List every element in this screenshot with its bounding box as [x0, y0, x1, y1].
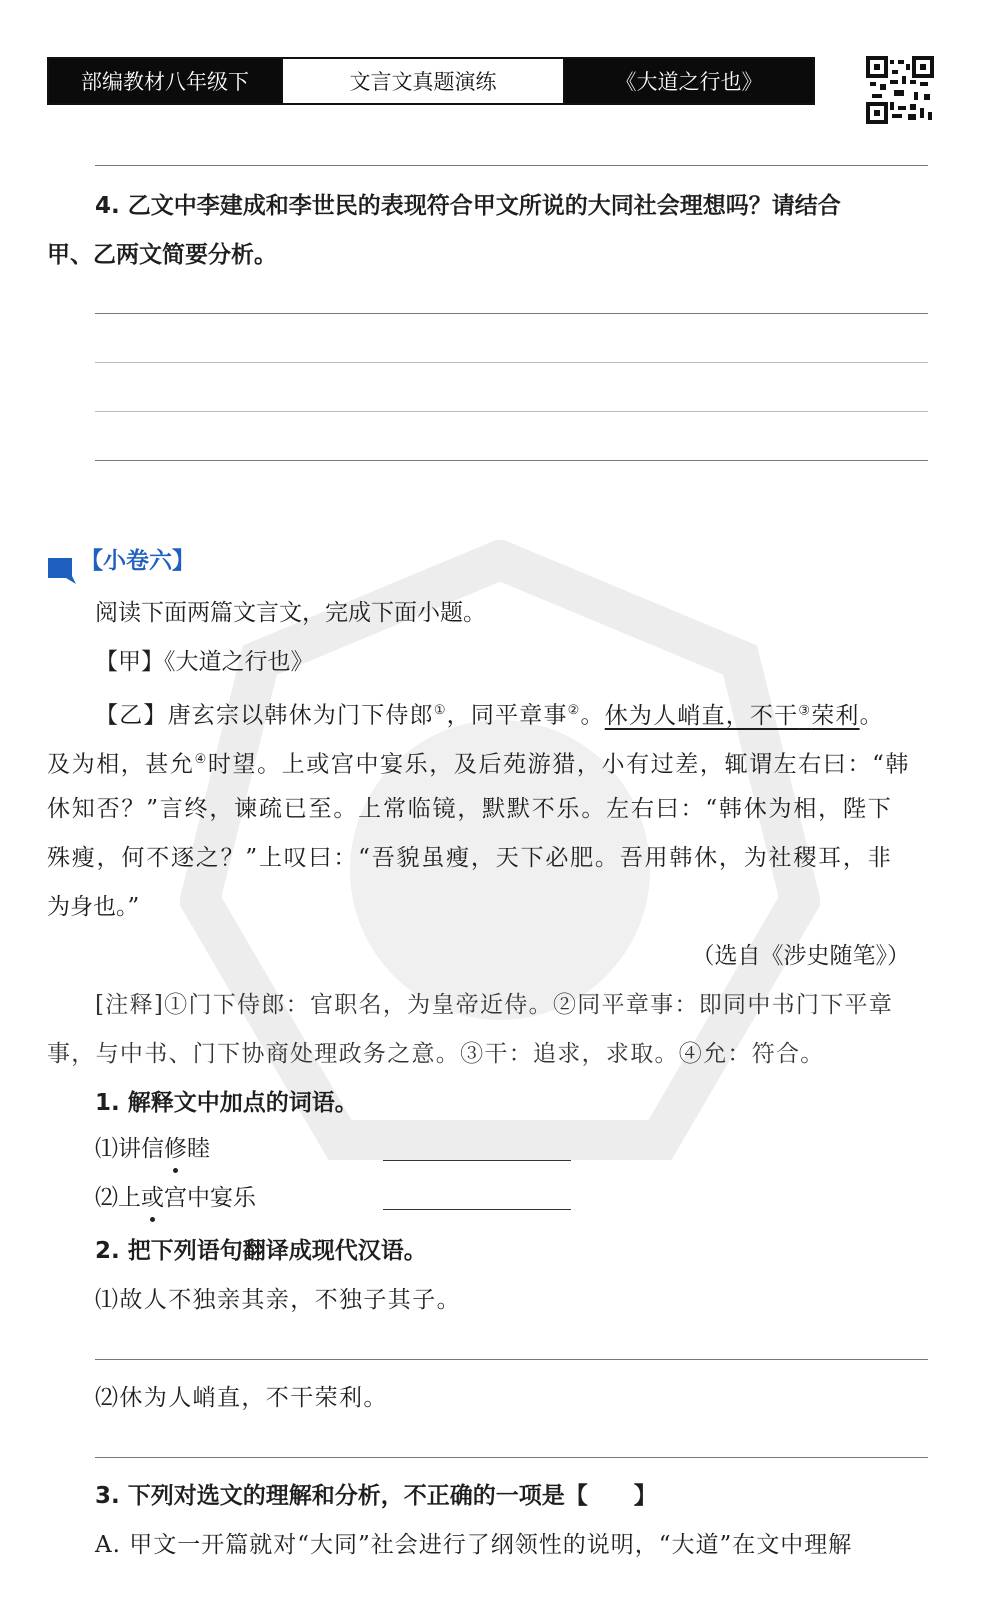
q1-answer-line-1[interactable]	[383, 1160, 571, 1161]
q4-text-line2: 甲、乙两文简要分析。	[47, 242, 277, 268]
header-bar	[47, 57, 815, 105]
qr-code-icon[interactable]	[866, 56, 934, 124]
q1-title: 1. 解释文中加点的词语。	[95, 1090, 358, 1116]
text-jia-title: 【甲】《大道之行也》	[95, 649, 314, 675]
dotted-word: 修	[164, 1136, 187, 1162]
notes-line2: 事，与中书、门下协商处理政务之意。③干：追求，求取。④允：符合。	[47, 1041, 825, 1067]
q2-answer-line-1[interactable]	[95, 1359, 928, 1360]
speech-bubble-icon	[46, 556, 76, 586]
dotted-word: 或	[141, 1185, 164, 1211]
text-yi-line1: 【乙】唐玄宗以韩休为门下侍郎①，同平章事②。休为人峭直，不干③荣利。	[95, 702, 884, 729]
q3-title: 3. 下列对选文的理解和分析，不正确的一项是【 】	[95, 1483, 657, 1509]
q2-title: 2. 把下列语句翻译成现代汉语。	[95, 1238, 427, 1264]
q3-option-a: A. 甲文一开篇就对“大同”社会进行了纲领性的说明，“大道”在文中理解	[95, 1532, 853, 1558]
q2-item2: ⑵休为人峭直，不干荣利。	[95, 1385, 388, 1411]
header-title: 《大道之行也》	[565, 59, 813, 103]
answer-line[interactable]	[95, 460, 928, 461]
answer-line[interactable]	[95, 313, 928, 314]
answer-line[interactable]	[95, 411, 928, 412]
text-yi-line4: 殊瘦，何不逐之？”上叹曰：“吾貌虽瘦，天下必肥。吾用韩休，为社稷耳，非	[47, 845, 893, 871]
note-marker: ②	[567, 703, 581, 718]
section-title: 【小卷六】	[80, 548, 195, 574]
text-source: （选自《涉史随笔》）	[691, 943, 910, 969]
q2-item1: ⑴故人不独亲其亲，不独子其子。	[95, 1287, 461, 1313]
text-yi-line3: 休知否？”言终，谏疏已至。上常临镜，默默不乐。左右曰：“韩休为相，陛下	[47, 796, 893, 822]
underlined-sentence: 休为人峭直，不干③荣利	[604, 702, 860, 729]
q1-item2: ⑵上或宫中宴乐	[95, 1185, 256, 1211]
answer-line	[95, 165, 928, 166]
q4-text-line1: 4. 乙文中李建成和李世民的表现符合甲文所说的大同社会理想吗？请结合	[95, 193, 841, 219]
text-yi-label: 【乙】	[95, 702, 168, 729]
header-topic: 文言文真题演练	[281, 59, 565, 103]
note-marker: ③	[798, 703, 812, 718]
note-marker: ①	[433, 703, 447, 718]
q1-answer-line-2[interactable]	[383, 1209, 571, 1210]
q2-answer-line-2[interactable]	[95, 1457, 928, 1458]
q1-item1: ⑴讲信修睦	[95, 1136, 210, 1162]
header-grade: 部编教材八年级下	[49, 59, 281, 103]
text-yi-line2: 及为相，甚允④时望。上或宫中宴乐，及后苑游猎，小有过差，辄谓左右曰：“韩	[47, 751, 911, 778]
note-marker: ④	[194, 752, 208, 767]
notes-line1: [注释]①门下侍郎：官职名，为皇帝近侍。②同平章事：即同中书门下平章	[95, 992, 894, 1018]
section-instruction: 阅读下面两篇文言文，完成下面小题。	[95, 600, 486, 626]
text-yi-line5: 为身也。”	[47, 894, 140, 920]
answer-line[interactable]	[95, 362, 928, 363]
